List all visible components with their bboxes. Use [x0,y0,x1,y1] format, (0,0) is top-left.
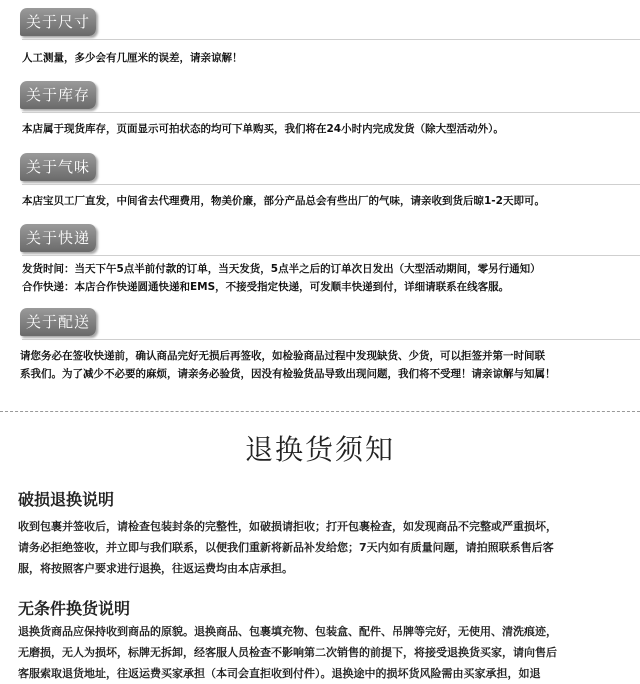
unconditional-heading: 无条件换货说明 [18,599,131,618]
smell-tag: 关于气味 [20,153,96,181]
returns-title: 退换货须知 [244,433,395,466]
delivery-text-1: 请您务必在签收快递前，确认商品完好无损后再签收，如检验商品过程中发现缺货、少货，可以拒签并第一时间联 [20,350,545,362]
delivery-text-2: 系我们。为了减少不必要的麻烦，请亲务必验货，因没有检验货品导致出现问题，我们将不受理！请亲谅解与知属！ [20,368,556,380]
unconditional-line-1: 退换货商品应保持收到商品的原貌。退换商品、包裹填充物、包装盒、配件、吊牌等完好，无使用、清洗痕迹， [18,625,557,638]
damage-line-1: 收到包裹并签收后，请检查包装封条的完整性，如破损请拒收；打开包裹检查，如发现商品不完整或严重损坏， [18,520,557,533]
stock-rule [22,112,640,113]
stock-tag: 关于库存 [20,81,96,109]
unconditional-line-3: 客服索取退货地址，往返运费买家承担（本司会直拒收到付件）。退换途中的损坏货风险需由买家承担，如退 [18,667,541,680]
express-text-1: 发货时间：当天下午5点半前付款的订单，当天发货，5点半之后的订单次日发出（大型活动期间，零另行通知） [22,263,541,275]
unconditional-text [18,621,630,684]
size-text: 人工测量，多少会有几厘米的误差，请亲谅解！ [22,52,243,64]
express-text-2: 合作快递：本店合作快递圆通快递和EMS，不接受指定快递，可发顺丰快递到付，详细请联系在线客服。 [22,281,510,293]
delivery-tag: 关于配送 [20,308,96,336]
damage-heading: 破损退换说明 [18,490,115,509]
damage-line-3: 服，将按照客户要求进行退换，往返运费均由本店承担。 [18,562,293,575]
delivery-rule [22,339,640,340]
express-rule [22,255,640,256]
size-rule [22,39,640,40]
damage-text [18,516,630,579]
smell-text: 本店宝贝工厂直发，中间省去代理费用，物美价廉，部分产品总会有些出厂的气味，请亲收到货后晾1-2天即可。 [22,195,545,207]
damage-line-2: 请务必拒绝签收，并立即与我们联系，以便我们重新将新品补发给您；7天内如有质量问题，请拍照联系售后客 [18,541,554,554]
smell-rule [22,184,640,185]
stock-text: 本店属于现货库存，页面显示可拍状态的均可下单购买，我们将在24小时内完成发货（除大型活动外）。 [22,123,504,135]
dashed-divider [0,411,640,412]
express-tag: 关于快递 [20,224,96,252]
unconditional-line-2: 无磨损，无人为损坏，标牌无拆卸，经客服人员检查不影响第二次销售的前提下，将接受退换货买家，请向售后 [18,646,557,659]
size-tag: 关于尺寸 [20,8,96,36]
